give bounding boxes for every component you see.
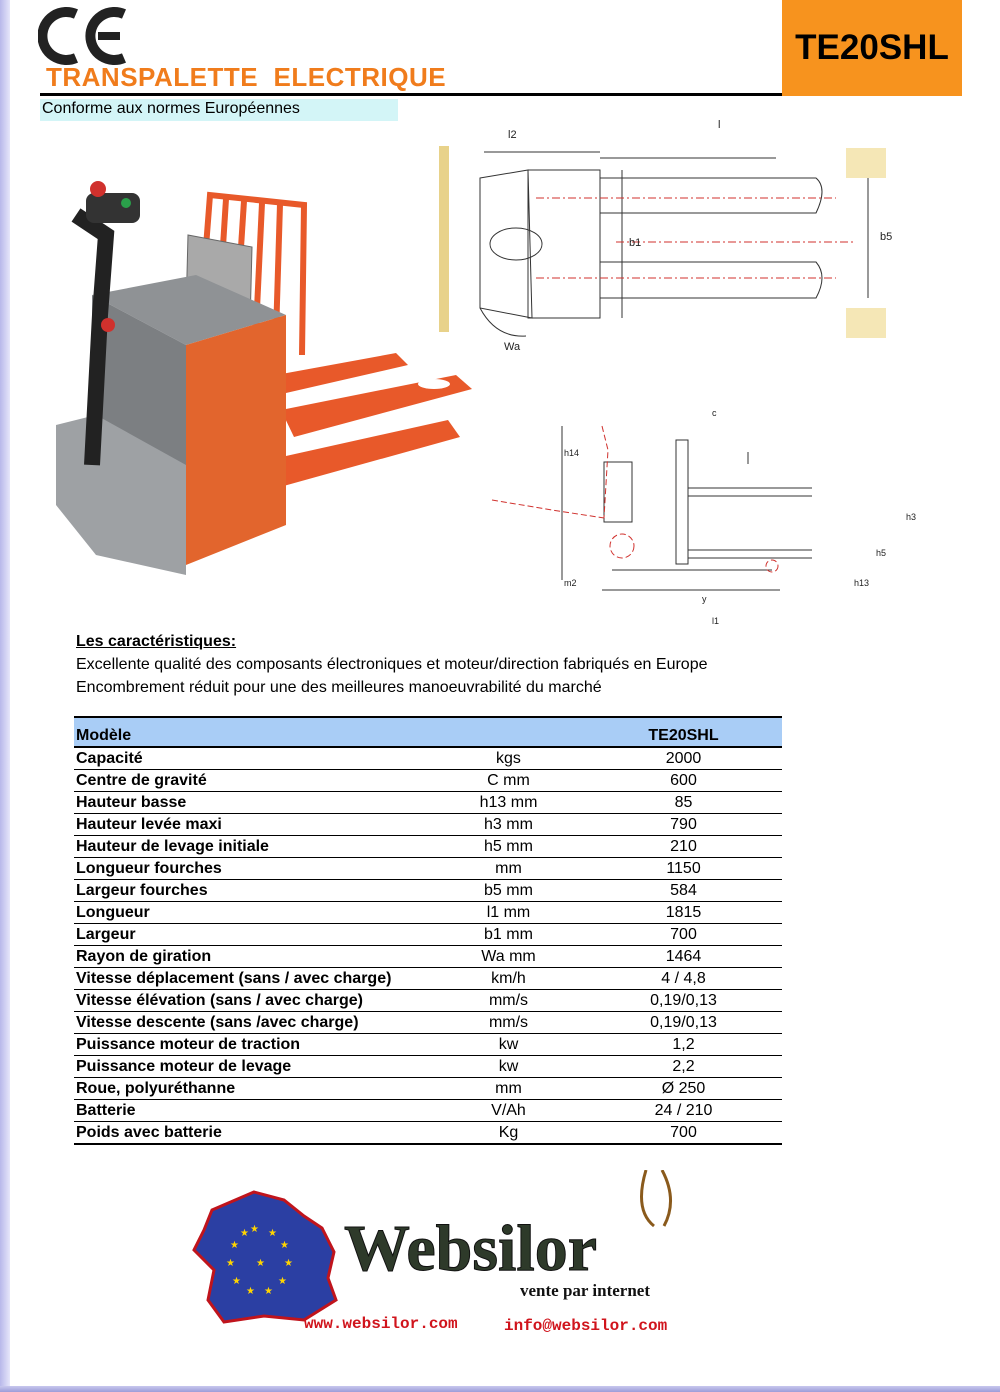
logo-tagline: vente par internet: [520, 1281, 650, 1300]
dim-label-h5: h5: [876, 548, 887, 558]
header-model-value: TE20SHL: [583, 717, 782, 747]
svg-text:★: ★: [226, 1258, 235, 1269]
table-row: [74, 924, 782, 946]
feature-line: Encombrement réduit pour une des meilleures manoeuvrabilité du marché: [76, 679, 602, 696]
spec-name: Largeur fourches: [74, 880, 432, 902]
table-row: [74, 946, 782, 968]
logo-website: www.websilor.com: [304, 1315, 458, 1333]
bottom-decorative-band: [0, 1386, 1000, 1392]
svg-text:★: ★: [264, 1286, 273, 1297]
spec-value: Ø 250: [583, 1078, 782, 1100]
spec-name: Largeur: [74, 924, 432, 946]
dim-label-y: y: [702, 594, 707, 604]
spec-unit: mm/s: [432, 1012, 583, 1034]
spec-name: Capacité: [74, 747, 432, 770]
features-heading: Les caractéristiques:: [76, 633, 237, 650]
spec-unit: V/Ah: [432, 1100, 583, 1122]
dim-label-l: l: [718, 119, 721, 131]
svg-text:★: ★: [250, 1224, 259, 1235]
spec-name: Puissance moteur de traction: [74, 1034, 432, 1056]
logo-brand: Websilor: [344, 1212, 598, 1285]
dim-label-c: c: [712, 408, 717, 418]
spec-name: Hauteur basse: [74, 792, 432, 814]
svg-text:★: ★: [280, 1240, 289, 1251]
spec-value: 600: [583, 770, 782, 792]
dim-label-b1: b1: [629, 237, 642, 249]
table-row: [74, 902, 782, 924]
spec-unit: mm/s: [432, 990, 583, 1012]
spec-unit: km/h: [432, 968, 583, 990]
spec-name: Vitesse élévation (sans / avec charge): [74, 990, 432, 1012]
header-rule: [40, 93, 782, 96]
spec-name: Poids avec batterie: [74, 1122, 432, 1145]
spec-value: 4 / 4,8: [583, 968, 782, 990]
pallet-truck-photo: [36, 175, 476, 595]
spec-unit: b5 mm: [432, 880, 583, 902]
spec-value: 2,2: [583, 1056, 782, 1078]
spec-value: 1464: [583, 946, 782, 968]
spec-unit: C mm: [432, 770, 583, 792]
table-row: [74, 1122, 782, 1145]
table-row: [74, 968, 782, 990]
model-badge-label: TE20SHL: [795, 28, 949, 67]
spec-name: Vitesse déplacement (sans / avec charge): [74, 968, 432, 990]
dim-label-h13: h13: [854, 578, 870, 588]
table-row: [74, 858, 782, 880]
spec-value: 700: [583, 1122, 782, 1145]
spec-value: 0,19/0,13: [583, 1012, 782, 1034]
spec-name: Longueur fourches: [74, 858, 432, 880]
spec-unit: kw: [432, 1056, 583, 1078]
table-row: [74, 1078, 782, 1100]
spec-value: 24 / 210: [583, 1100, 782, 1122]
svg-text:★: ★: [268, 1228, 277, 1239]
left-decorative-band: [0, 0, 10, 1392]
spec-name: Hauteur de levage initiale: [74, 836, 432, 858]
websilor-logo: [184, 1170, 704, 1340]
spec-name: Roue, polyuréthanne: [74, 1078, 432, 1100]
spec-unit: Kg: [432, 1122, 583, 1145]
spec-value: 790: [583, 814, 782, 836]
svg-text:★: ★: [256, 1258, 265, 1269]
svg-text:★: ★: [246, 1286, 255, 1297]
dim-label-b5: b5: [880, 231, 893, 243]
spec-name: Longueur: [74, 902, 432, 924]
spec-unit: h5 mm: [432, 836, 583, 858]
feature-line: Excellente qualité des composants électroniques et moteur/direction fabriqués en Europe: [76, 656, 708, 673]
dim-label-m2: m2: [564, 578, 577, 588]
spec-name: Centre de gravité: [74, 770, 432, 792]
top-view-diagram: [436, 118, 896, 358]
spec-value: 85: [583, 792, 782, 814]
header-unit: [432, 717, 583, 747]
table-row: [74, 880, 782, 902]
spec-value: 1815: [583, 902, 782, 924]
dim-label-h3: h3: [906, 512, 917, 522]
spec-value: 584: [583, 880, 782, 902]
svg-text:★: ★: [230, 1240, 239, 1251]
spec-name: Puissance moteur de levage: [74, 1056, 432, 1078]
svg-text:★: ★: [232, 1276, 241, 1287]
table-row: [74, 814, 782, 836]
table-row: [74, 1056, 782, 1078]
svg-text:★: ★: [278, 1276, 287, 1287]
model-badge: [782, 0, 962, 96]
features-section: [76, 630, 707, 699]
table-row: [74, 792, 782, 814]
table-row: [74, 1012, 782, 1034]
subtitle: Conforme aux normes Européennes: [42, 100, 300, 117]
dim-label-h14-top: h14: [564, 448, 580, 458]
spec-unit: kw: [432, 1034, 583, 1056]
page-title: TRANSPALETTE ELECTRIQUE: [46, 62, 447, 92]
spec-name: Rayon de giration: [74, 946, 432, 968]
spec-name: Hauteur levée maxi: [74, 814, 432, 836]
spec-value: 210: [583, 836, 782, 858]
spec-unit: mm: [432, 1078, 583, 1100]
table-row: [74, 836, 782, 858]
spec-unit: mm: [432, 858, 583, 880]
table-row: [74, 990, 782, 1012]
side-view-diagram: [472, 400, 932, 630]
spec-unit: h3 mm: [432, 814, 583, 836]
spec-unit: b1 mm: [432, 924, 583, 946]
spec-table: [74, 716, 782, 1145]
spec-unit: kgs: [432, 747, 583, 770]
table-row: [74, 770, 782, 792]
spec-value: 2000: [583, 747, 782, 770]
spec-value: 1150: [583, 858, 782, 880]
spec-unit: h13 mm: [432, 792, 583, 814]
spec-value: 700: [583, 924, 782, 946]
table-row: [74, 1034, 782, 1056]
header-model-label: Modèle: [74, 717, 432, 747]
spec-name: Vitesse descente (sans /avec charge): [74, 1012, 432, 1034]
ce-mark-logo: [38, 6, 130, 66]
svg-text:★: ★: [284, 1258, 293, 1269]
dim-label-l2: l2: [508, 129, 517, 141]
spec-table-header: [74, 717, 782, 747]
table-row: [74, 1100, 782, 1122]
dim-label-l1: l1: [712, 616, 720, 626]
svg-text:★: ★: [240, 1228, 249, 1239]
table-row: [74, 747, 782, 770]
spec-unit: l1 mm: [432, 902, 583, 924]
spec-name: Batterie: [74, 1100, 432, 1122]
spec-value: 0,19/0,13: [583, 990, 782, 1012]
logo-email: info@websilor.com: [504, 1317, 668, 1335]
spec-unit: Wa mm: [432, 946, 583, 968]
dim-label-wa: Wa: [504, 341, 521, 353]
spec-value: 1,2: [583, 1034, 782, 1056]
